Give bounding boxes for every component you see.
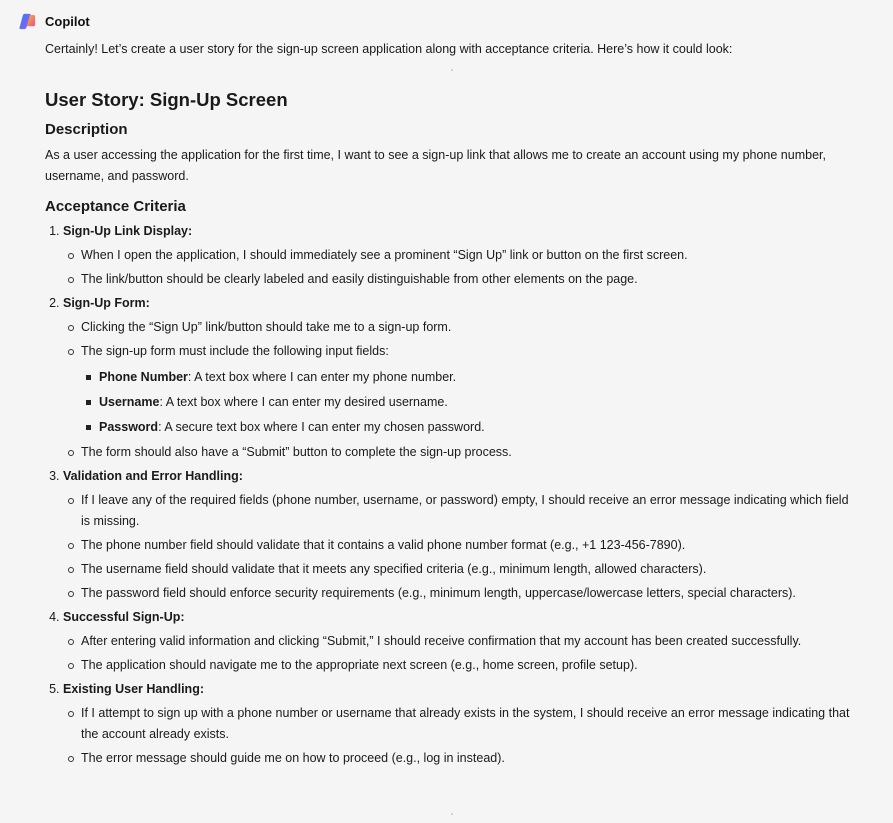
form-fields-list: [81, 367, 860, 438]
criteria-bullets: [63, 490, 860, 604]
criteria-bullet: [81, 341, 860, 438]
criteria-title: 1. Sign-Up Link Display:: [63, 224, 193, 238]
field-name: Password: [99, 420, 159, 434]
separator-dot: [451, 813, 453, 815]
criteria-bullet-text: The sign-up form must include the following input fields:: [81, 344, 389, 358]
criteria-bullet: When I open the application, I should immediately see a prominent “Sign Up” link or button on the first screen.: [81, 245, 860, 266]
criteria-list: [45, 221, 860, 769]
criteria-title: 3. Validation and Error Handling:: [63, 469, 243, 483]
field-desc: : A secure text box where I can enter my chosen password.: [158, 420, 485, 434]
field-name: Phone Number: [99, 370, 188, 384]
form-field-item: [99, 417, 860, 438]
criteria-bullet: If I leave any of the required fields (phone number, username, or password) empty, I should receive an error message indicating which field is missing.: [81, 490, 860, 532]
form-field-item: [99, 392, 860, 413]
response-body: [45, 40, 860, 772]
form-field-item: [99, 367, 860, 388]
criteria-bullets: [63, 703, 860, 769]
criteria-item: [63, 466, 860, 604]
intro-text: Certainly! Let’s create a user story for the sign-up screen application along with acceptance criteria. Here’s how it could look:: [45, 42, 733, 56]
criteria-title: 2. Sign-Up Form:: [63, 296, 150, 310]
criteria-bullets: [63, 317, 860, 463]
criteria-title: 5. Existing User Handling:: [63, 682, 204, 696]
criteria-title: 4. Successful Sign-Up:: [63, 610, 185, 624]
field-desc: : A text box where I can enter my phone number.: [187, 370, 457, 384]
criteria-bullet: After entering valid information and clicking “Submit,” I should receive confirmation that my account has been created successfully.: [81, 631, 860, 652]
response-header: [18, 12, 90, 30]
criteria-bullet: If I attempt to sign up with a phone number or username that already exists in the system, I should receive an error message indicating that the account already exists.: [81, 703, 860, 745]
criteria-bullet: The username field should validate that it meets any specified criteria (e.g., minimum length, allowed characters).: [81, 559, 860, 580]
criteria-bullet: The link/button should be clearly labeled and easily distinguishable from other elements on the page.: [81, 269, 860, 290]
criteria-item: [63, 607, 860, 676]
criteria-bullet: The form should also have a “Submit” button to complete the sign-up process.: [81, 442, 860, 463]
field-desc: : A text box where I can enter my desired username.: [159, 395, 448, 409]
copilot-logo-icon: [18, 12, 37, 31]
story-title: User Story: Sign-Up Screen: [45, 89, 288, 110]
criteria-item: [63, 293, 860, 463]
criteria-bullet: The phone number field should validate that it contains a valid phone number format (e.g., +1 123-456-7890).: [81, 535, 860, 556]
criteria-item: [63, 221, 860, 290]
criteria-bullet: The application should navigate me to the appropriate next screen (e.g., home screen, profile setup).: [81, 655, 860, 676]
criteria-bullet: Clicking the “Sign Up” link/button should take me to a sign-up form.: [81, 317, 860, 338]
criteria-bullets: [63, 245, 860, 290]
criteria-heading: Acceptance Criteria: [45, 198, 186, 215]
criteria-bullet: The error message should guide me on how to proceed (e.g., log in instead).: [81, 748, 860, 769]
criteria-item: [63, 679, 860, 769]
description-text: As a user accessing the application for the first time, I want to see a sign-up link that allows me to create an account using my phone number, username, and password.: [45, 148, 826, 183]
criteria-bullet: The password field should enforce security requirements (e.g., minimum length, uppercase/lowercase letters, special characters).: [81, 583, 860, 604]
separator-dot: [451, 69, 453, 71]
description-heading: Description: [45, 121, 128, 138]
brand-name: Copilot: [45, 13, 90, 29]
criteria-bullets: [63, 631, 860, 676]
field-name: Username: [99, 395, 160, 409]
